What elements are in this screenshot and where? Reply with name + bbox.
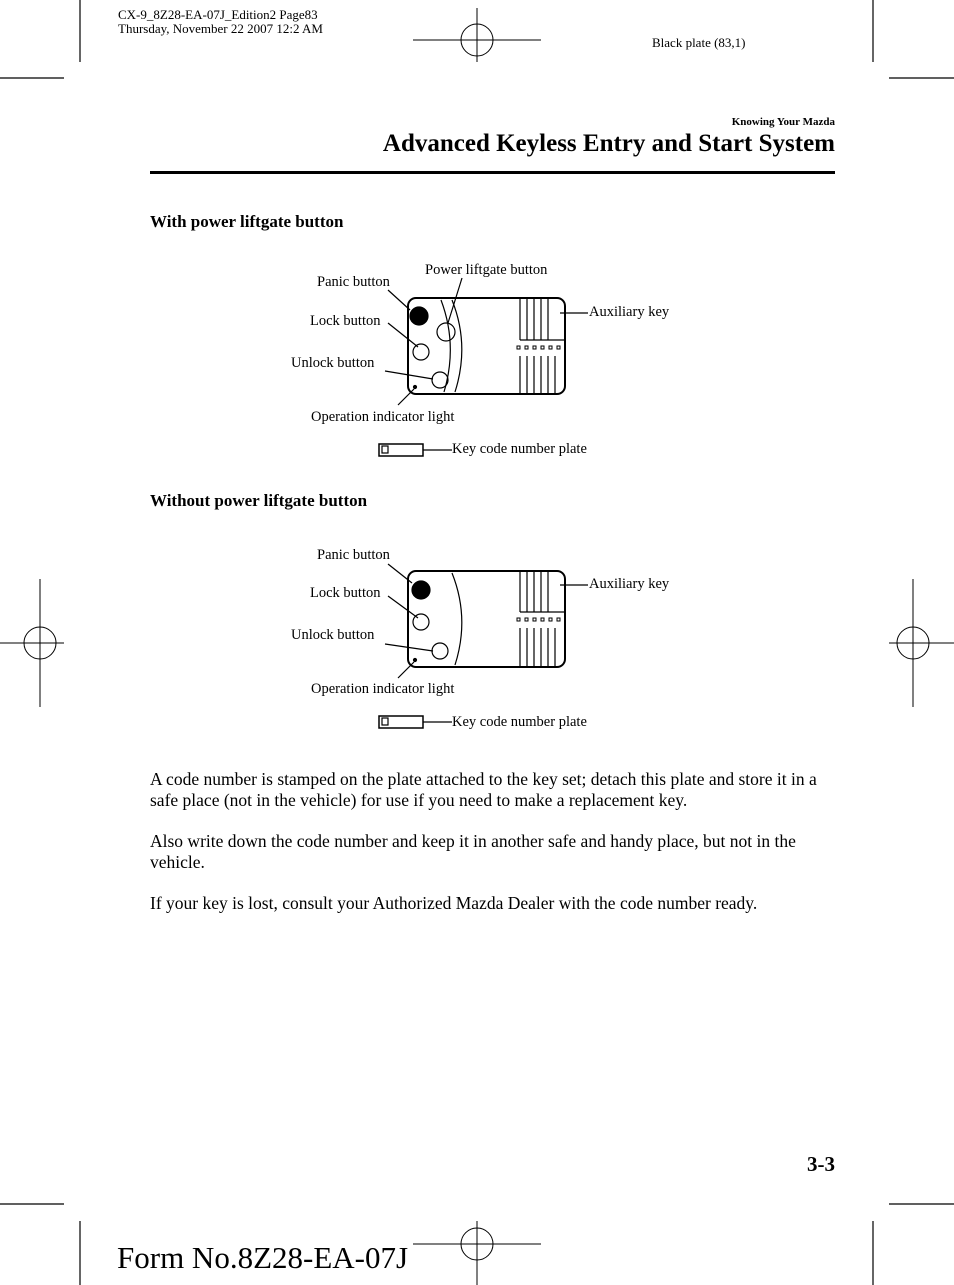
label-indicator-light-1: Operation indicator light [311,409,455,425]
label-auxiliary-key-1: Auxiliary key [589,304,670,320]
label-lock-button-2: Lock button [310,585,381,601]
label-power-liftgate-button-1: Power liftgate button [425,262,548,278]
label-indicator-light-2: Operation indicator light [311,681,455,697]
slug-line-1: CX-9_8Z28-EA-07J_Edition2 Page83 [118,7,318,22]
label-panic-button-2: Panic button [317,547,390,563]
label-key-code-plate-2: Key code number plate [452,714,587,730]
label-unlock-button-2: Unlock button [291,627,375,643]
form-number: Form No.8Z28-EA-07J [117,1240,409,1275]
paragraph-write-down: Also write down the code number and keep it in another safe and handy place, but not in the vehicle. [150,831,796,872]
page-title: Advanced Keyless Entry and Start System [382,130,835,157]
section-label: Knowing Your Mazda [731,116,835,128]
page-number: 3-3 [807,1152,835,1176]
figure-2-heading: Without power liftgate button [150,491,368,510]
plate-label: Black plate (83,1) [652,35,746,50]
label-unlock-button-1: Unlock button [291,355,375,371]
paragraph-code-number: A code number is stamped on the plate attached to the key set; detach this plate and store it in a safe place (not in the vehicle) for use if you need to make a replacement key. [150,769,817,810]
label-key-code-plate-1: Key code number plate [452,441,587,457]
label-auxiliary-key-2: Auxiliary key [589,576,670,592]
label-panic-button-1: Panic button [317,274,390,290]
figure-1-heading: With power liftgate button [150,212,344,231]
label-lock-button-1: Lock button [310,313,381,329]
paragraph-key-lost: If your key is lost, consult your Authorized Mazda Dealer with the code number ready. [150,893,758,913]
slug-line-2: Thursday, November 22 2007 12:2 AM [118,21,323,36]
